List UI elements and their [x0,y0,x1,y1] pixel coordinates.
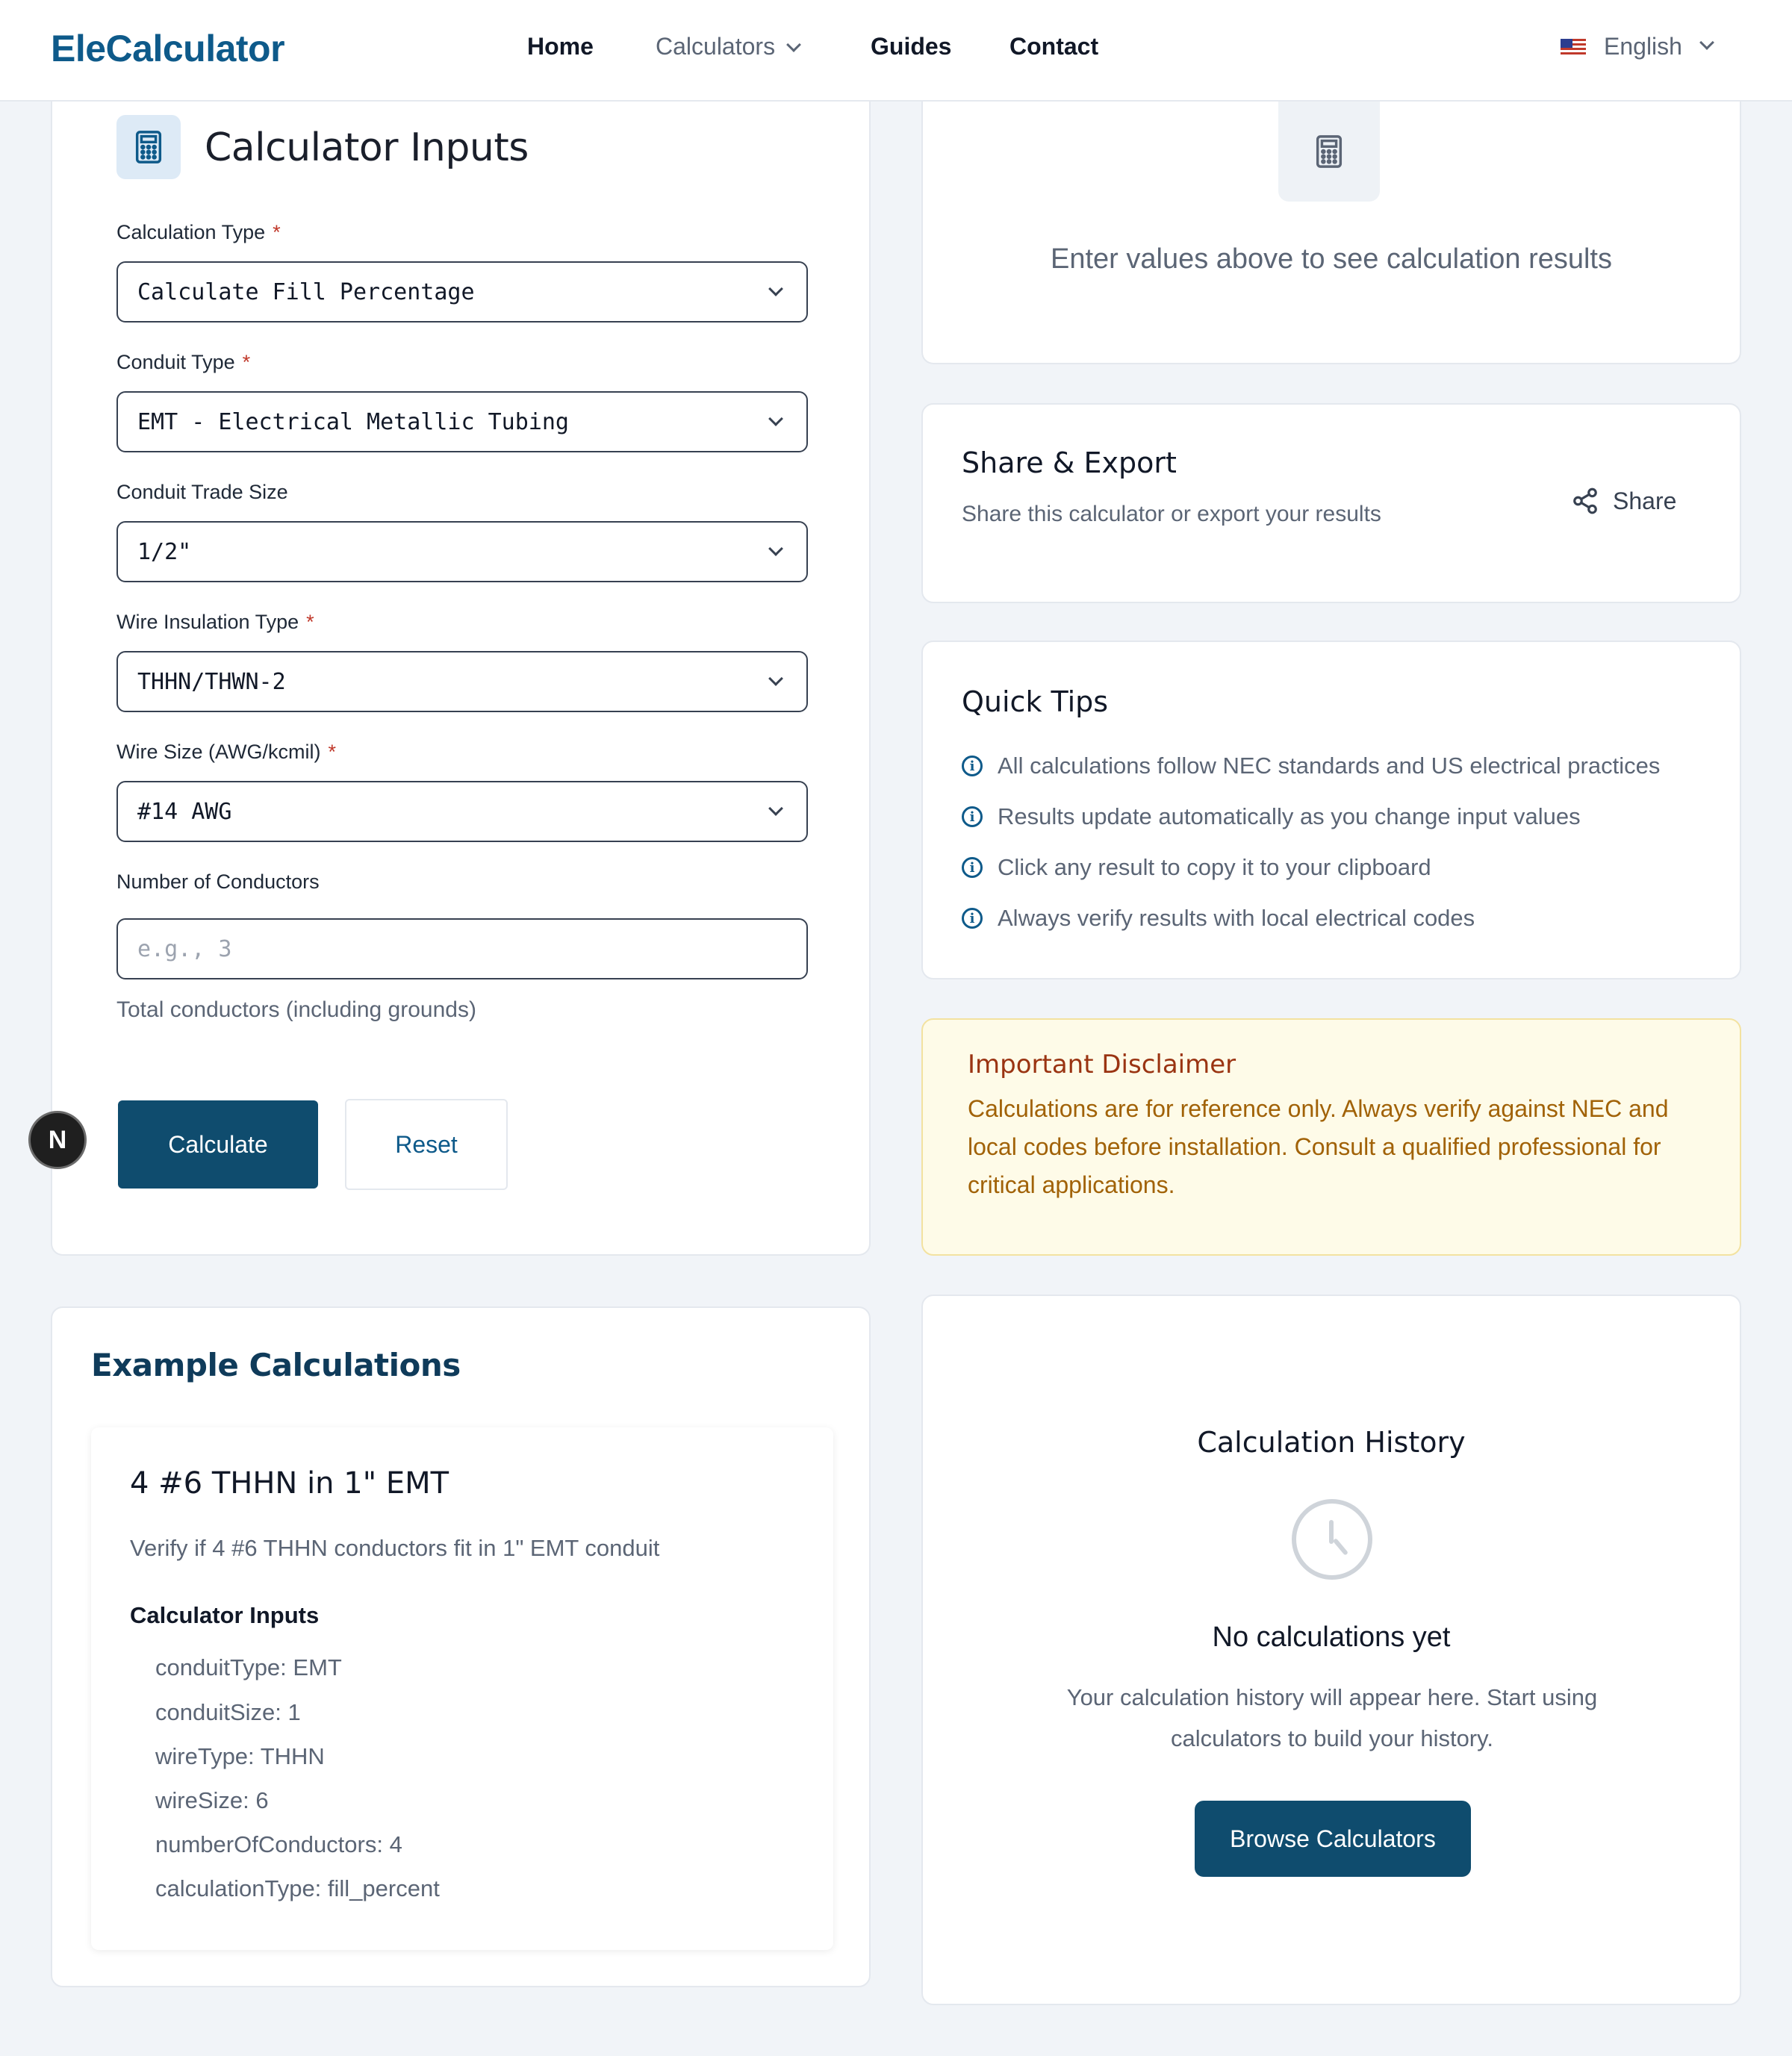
conduit-type-label-text: Conduit Type [116,351,235,373]
example-input-item: conduitType: EMT [155,1654,342,1680]
wire-insulation-select[interactable] [116,651,808,712]
clock-icon [1292,1499,1372,1580]
chevron-down-icon [768,411,783,426]
wire-insulation-label [116,611,314,634]
conduit-size-label [116,481,288,504]
example-input-item: wireSize: 6 [155,1787,269,1813]
example-input-item: conduitSize: 1 [155,1699,301,1725]
disclaimer-body: Calculations are for reference only. Always verify against NEC and local codes before installation. Consult a qualified professional for critical applications. [968,1095,1669,1198]
calculate-button[interactable]: Calculate [118,1100,318,1189]
required-marker: * [328,741,336,763]
required-marker: * [242,351,251,373]
example-input-item: wireType: THHN [155,1743,325,1769]
tip-item [962,854,1431,881]
wire-size-label-text: Wire Size (AWG/kcmil) [116,741,321,763]
results-card [921,102,1741,364]
conductors-hint: Total conductors (including grounds) [116,997,476,1022]
conduit-size-value: 1/2" [137,538,192,565]
tip-item [962,803,1581,830]
conductors-label-text: Number of Conductors [116,870,320,893]
calculation-type-label-text: Calculation Type [116,221,266,243]
us-flag-icon [1561,39,1586,55]
disclaimer-card [921,1018,1741,1256]
browse-calculators-button[interactable]: Browse Calculators [1195,1801,1471,1877]
chevron-down-icon [768,281,783,296]
wire-size-label [116,741,336,764]
tip-text: Click any result to copy it to your clipboard [998,854,1431,880]
calculator-inputs-card [51,102,871,1256]
conduit-type-value: EMT - Electrical Metallic Tubing [137,408,569,435]
tip-text: All calculations follow NEC standards and US electrical practices [998,753,1661,779]
share-export-title: Share & Export [962,446,1177,479]
nav-home-link[interactable]: Home [527,33,594,60]
wire-insulation-value: THHN/THWN-2 [137,668,286,695]
conductors-placeholder: e.g., 3 [137,935,232,962]
chevron-down-icon [786,37,801,52]
info-icon: i [962,756,983,776]
site-logo[interactable]: EleCalculator [51,28,285,69]
share-button-label: Share [1613,487,1677,514]
calculator-inputs-title: Calculator Inputs [205,125,529,170]
conduit-size-select[interactable] [116,521,808,582]
calculation-history-card [921,1295,1741,2005]
info-icon: i [962,908,983,929]
example-calculations-card [51,1306,871,1987]
tip-item [962,905,1475,932]
tip-text: Always verify results with local electrical codes [998,905,1475,931]
wire-size-value: #14 AWG [137,798,232,825]
nav-calculators-dropdown[interactable] [656,33,799,60]
required-marker: * [306,611,314,633]
chevron-down-icon [768,541,783,556]
history-title: Calculation History [1197,1426,1466,1459]
chevron-down-icon [1699,35,1714,50]
tip-item [962,753,1660,779]
language-label: English [1604,33,1682,60]
share-export-subtitle: Share this calculator or export your results [962,502,1381,526]
share-icon [1571,487,1599,515]
language-selector[interactable] [1561,33,1712,60]
chevron-down-icon [768,671,783,686]
history-empty-title: No calculations yet [1212,1622,1451,1653]
history-empty-description: Your calculation history will appear here. Start using calculators to build your history. [1066,1684,1598,1751]
example-calculations-title: Example Calculations [91,1347,461,1383]
example-card[interactable] [91,1427,833,1950]
nav-calculators-label: Calculators [656,33,776,60]
calculation-type-label [116,221,281,244]
conduit-size-label-text: Conduit Trade Size [116,481,288,503]
calculator-icon [116,115,181,179]
conduit-type-label [116,351,250,374]
results-empty-text: Enter values above to see calculation results [1051,243,1612,275]
chevron-down-icon [768,801,783,816]
example-inputs-heading: Calculator Inputs [130,1602,320,1628]
dev-tools-badge[interactable]: N [28,1111,87,1169]
calculation-type-select[interactable] [116,261,808,323]
conductors-input[interactable] [116,918,808,979]
wire-size-select[interactable] [116,781,808,842]
info-icon: i [962,857,983,878]
nav-guides-link[interactable]: Guides [871,33,952,60]
wire-insulation-label-text: Wire Insulation Type [116,611,299,633]
disclaimer-title: Important Disclaimer [968,1050,1236,1080]
conductors-label [116,870,320,894]
calculator-icon [1278,102,1380,202]
example-heading: 4 #6 THHN in 1" EMT [130,1466,449,1501]
conduit-type-select[interactable] [116,391,808,452]
required-marker: * [273,221,281,243]
share-export-card [921,403,1741,603]
example-description: Verify if 4 #6 THHN conductors fit in 1" EMT conduit [130,1535,660,1561]
quick-tips-card [921,641,1741,979]
share-button[interactable] [1571,487,1676,515]
info-icon: i [962,806,983,827]
example-input-item: numberOfConductors: 4 [155,1831,402,1857]
example-input-item: calculationType: fill_percent [155,1875,440,1901]
tip-text: Results update automatically as you change input values [998,803,1581,829]
nav-contact-link[interactable]: Contact [1009,33,1099,60]
top-navbar [0,0,1792,102]
quick-tips-title: Quick Tips [962,685,1109,718]
calculation-type-value: Calculate Fill Percentage [137,278,475,305]
reset-button[interactable]: Reset [345,1099,508,1190]
